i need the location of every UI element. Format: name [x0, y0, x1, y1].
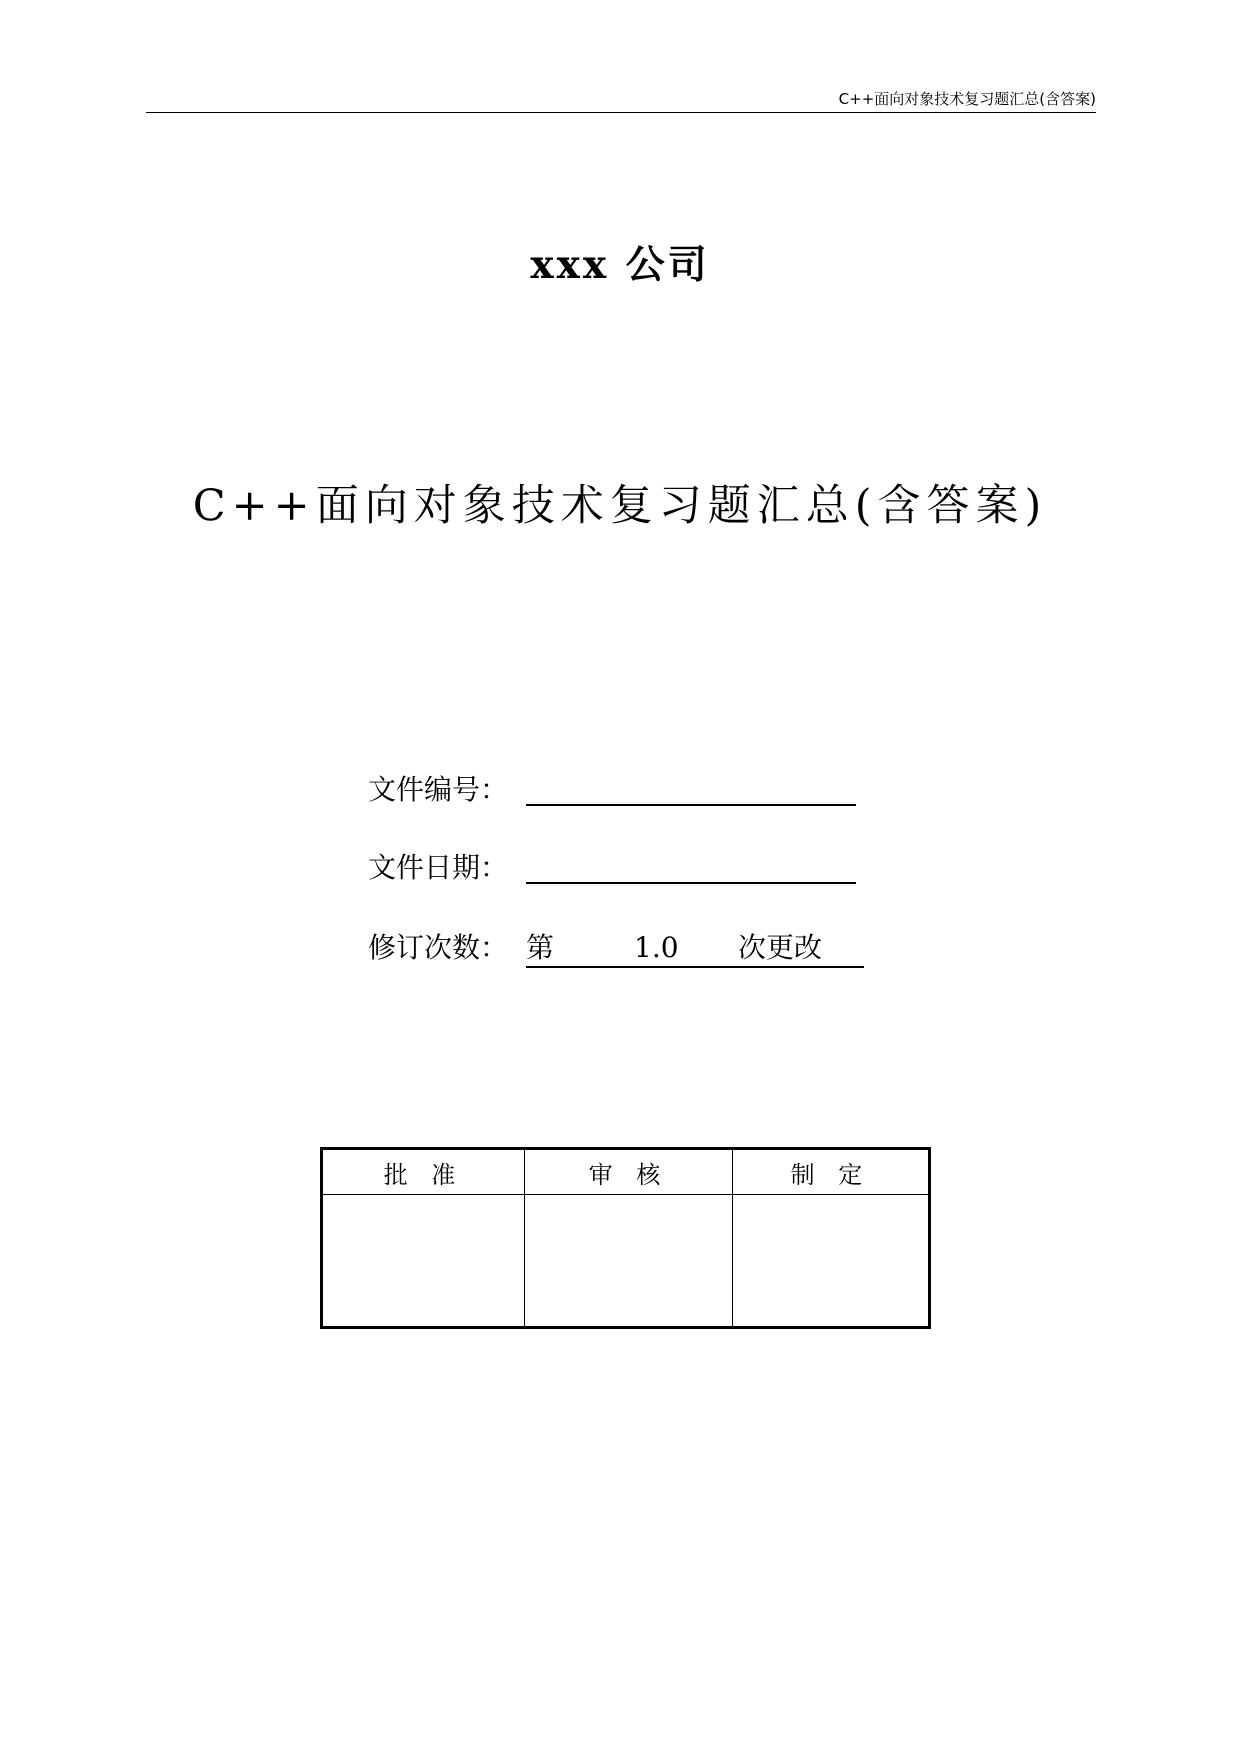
doc-number-blank: [526, 804, 856, 806]
approval-table: [320, 1147, 931, 1329]
doc-date-label: 文件日期：: [368, 851, 509, 884]
document-title: C++面向对象技术复习题汇总(含答案): [192, 481, 1048, 531]
doc-date-blank: [526, 882, 856, 884]
prepare-signature-cell: [733, 1195, 930, 1328]
revision-label: 修订次数：: [368, 931, 509, 964]
revision-suffix: 次更改: [738, 931, 823, 964]
review-signature-cell: [525, 1195, 733, 1328]
revision-underline: [526, 928, 864, 968]
approve-signature-cell: [322, 1195, 525, 1328]
review-header: 审 核: [525, 1149, 733, 1195]
doc-number-label: 文件编号：: [368, 773, 509, 806]
running-header: [146, 84, 1096, 113]
prepare-header: 制 定: [733, 1149, 930, 1195]
approval-signature-row: [322, 1195, 930, 1328]
approval-header-row: [322, 1149, 930, 1195]
approve-header: 批 准: [322, 1149, 525, 1195]
revision-prefix: 第: [526, 931, 555, 964]
running-header-title: C++面向对象技术复习题汇总(含答案): [838, 90, 1096, 108]
company-name: xxx 公司: [530, 242, 710, 288]
revision-number: 1.0: [634, 931, 679, 964]
